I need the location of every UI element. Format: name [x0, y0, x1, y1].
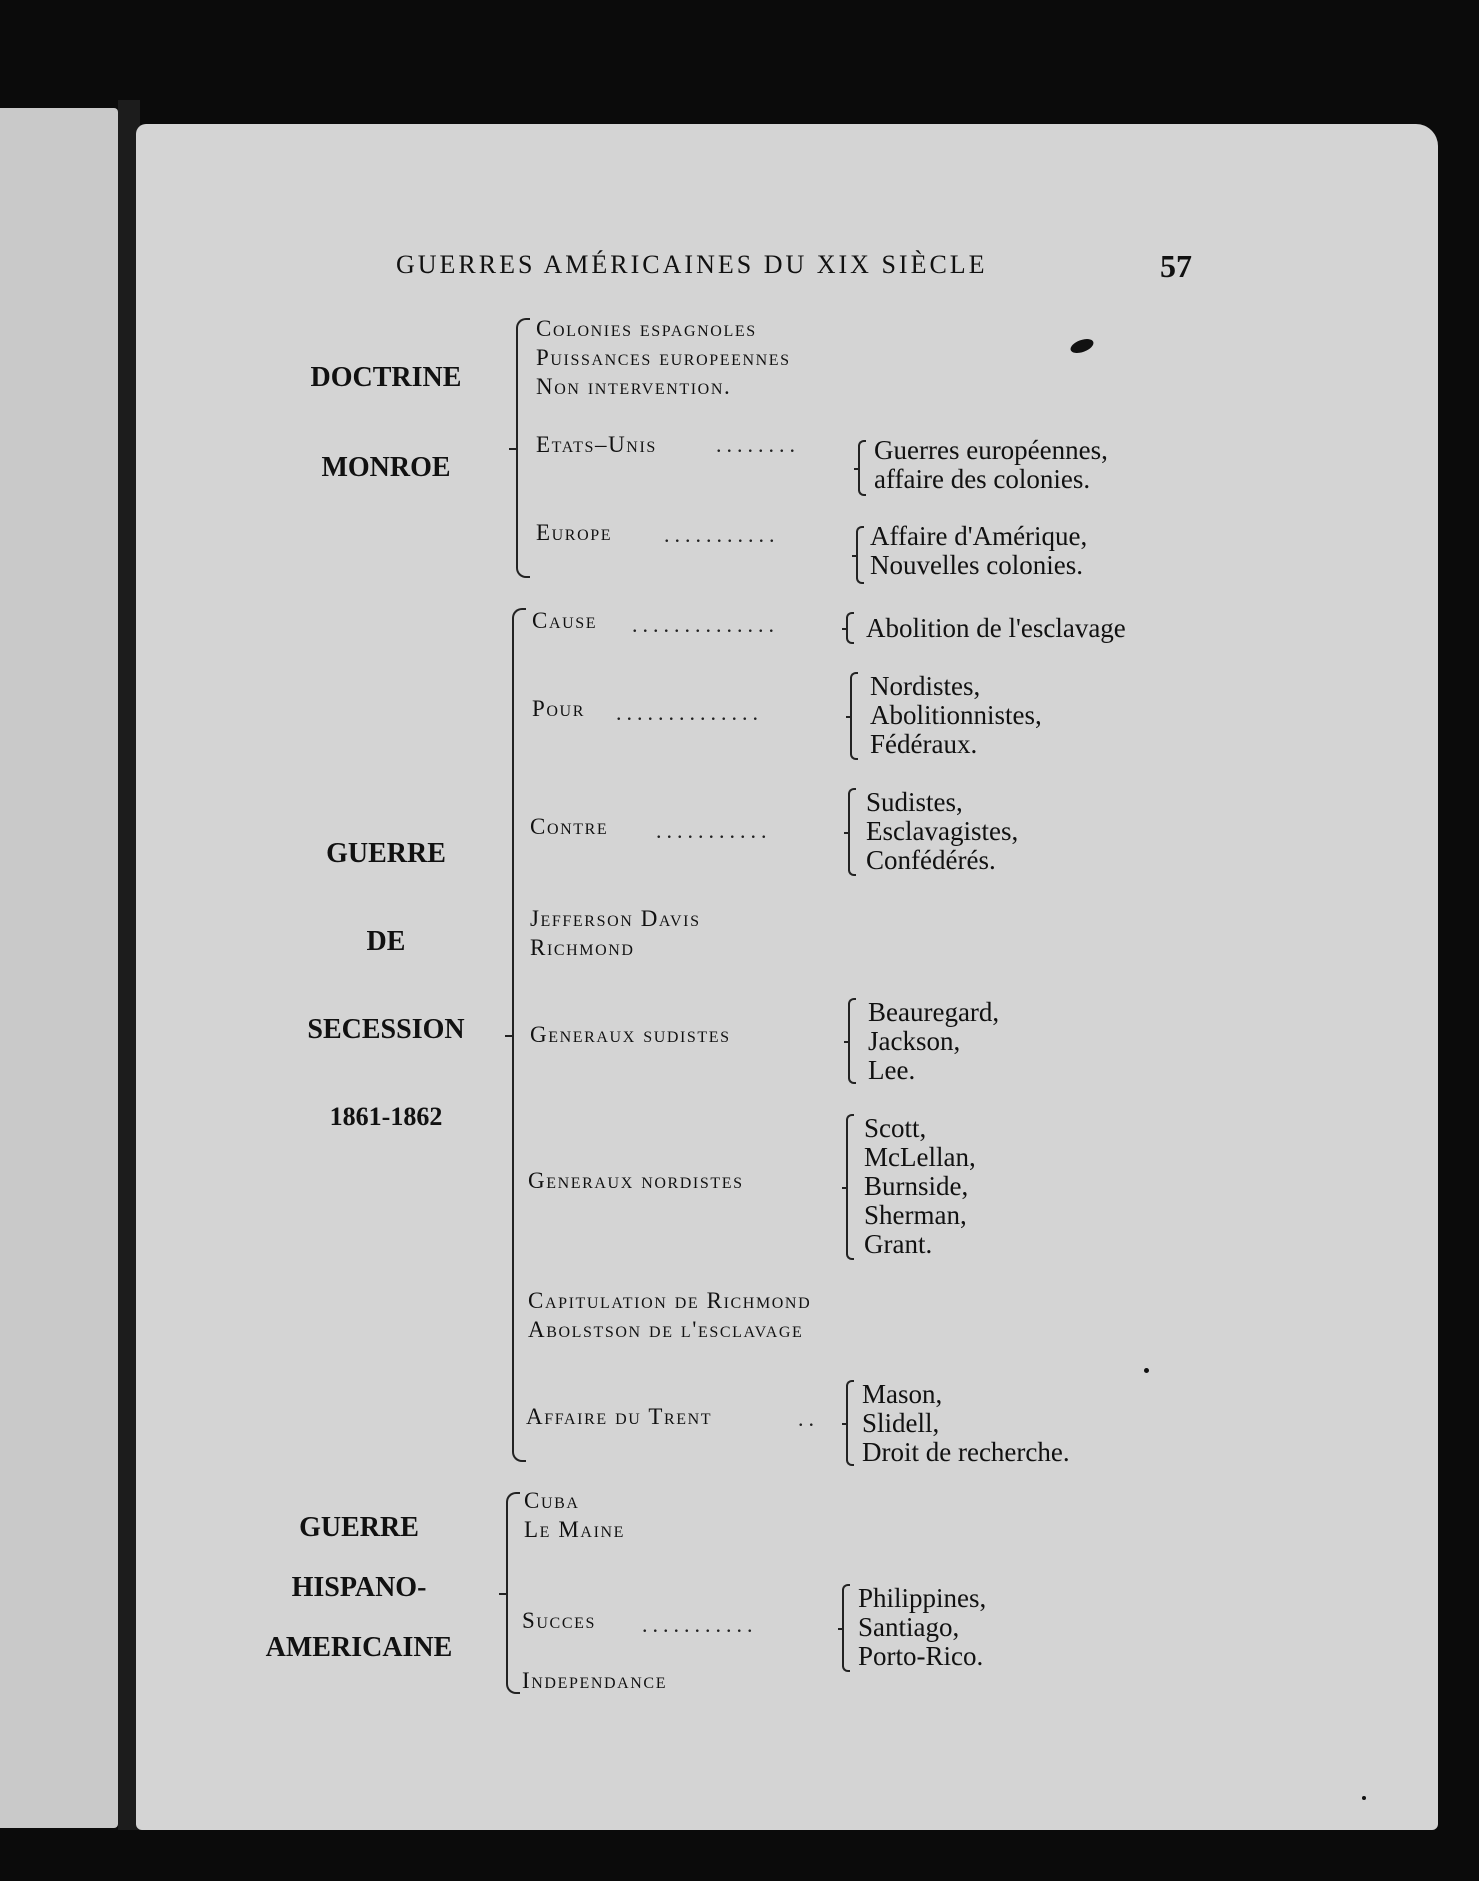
- cause-details: Abolition de l'esclavage: [866, 613, 1126, 643]
- brace-europe: [856, 526, 864, 584]
- leader-dots: ..............: [616, 700, 763, 725]
- sudistes-details: Beauregard, Jackson, Lee.: [868, 997, 1000, 1085]
- ink-speck: [1362, 1796, 1366, 1800]
- leader-dots: ..............: [632, 612, 779, 637]
- ink-speck: [1144, 1368, 1149, 1373]
- monroe-etats-unis-label: Etats–Unis: [536, 432, 657, 457]
- brace-contre: [848, 788, 856, 876]
- hispano-items: Cuba Le Maine: [524, 1488, 626, 1542]
- secession-contre-label: Contre: [530, 814, 609, 839]
- nordistes-details: Scott, McLellan, Burnside, Sherman, Grant.: [864, 1113, 976, 1259]
- leader-dots: ...........: [656, 818, 772, 843]
- facing-page-edge: [0, 108, 118, 1828]
- succes-details: Philippines, Santiago, Porto-Rico.: [858, 1583, 987, 1671]
- hispano-succes-label: Succes: [522, 1608, 596, 1633]
- europe-details: Affaire d'Amérique, Nouvelles colonies.: [870, 521, 1088, 580]
- brace-pour: [850, 672, 858, 760]
- leader-dots: ........: [716, 432, 800, 457]
- secession-sudistes-label: Generaux sudistes: [530, 1022, 731, 1047]
- brace-etats-unis: [858, 440, 866, 496]
- brace-hispano: [506, 1492, 520, 1694]
- running-header: GUERRES AMÉRICAINES DU XIX SIÈCLE: [396, 250, 988, 279]
- secession-trent-label: Affaire du Trent: [526, 1404, 713, 1429]
- monroe-europe-label: Europe: [536, 520, 613, 545]
- hispano-independance: Independance: [522, 1668, 668, 1693]
- brace-nordistes: [846, 1114, 854, 1260]
- secession-capital: Jefferson Davis Richmond: [530, 906, 701, 960]
- secession-cause-label: Cause: [532, 608, 598, 633]
- page-number: 57: [1160, 248, 1192, 284]
- brace-secession: [512, 608, 526, 1462]
- brace-trent: [846, 1380, 854, 1466]
- leader-dots: ..: [798, 1406, 819, 1431]
- pour-details: Nordistes, Abolitionnistes, Fédéraux.: [870, 671, 1042, 759]
- leader-dots: ...........: [664, 522, 780, 547]
- brace-monroe: [516, 318, 530, 578]
- brace-succes: [842, 1584, 850, 1672]
- secession-nordistes-label: Generaux nordistes: [528, 1168, 744, 1193]
- trent-details: Mason, Slidell, Droit de recherche.: [862, 1379, 1070, 1467]
- brace-sudistes: [848, 998, 856, 1084]
- leader-dots: ...........: [642, 1612, 758, 1637]
- secession-fin: Capitulation de Richmond Abolstson de l'esclavage: [528, 1288, 812, 1342]
- etats-unis-details: Guerres européennes, affaire des colonies.: [874, 435, 1108, 494]
- secession-pour-label: Pour: [532, 696, 585, 721]
- brace-cause: [846, 612, 854, 644]
- monroe-item: Colonies espagnoles Puissances europeennes Non intervention.: [536, 316, 791, 399]
- contre-details: Sudistes, Esclavagistes, Confédérés.: [866, 787, 1019, 875]
